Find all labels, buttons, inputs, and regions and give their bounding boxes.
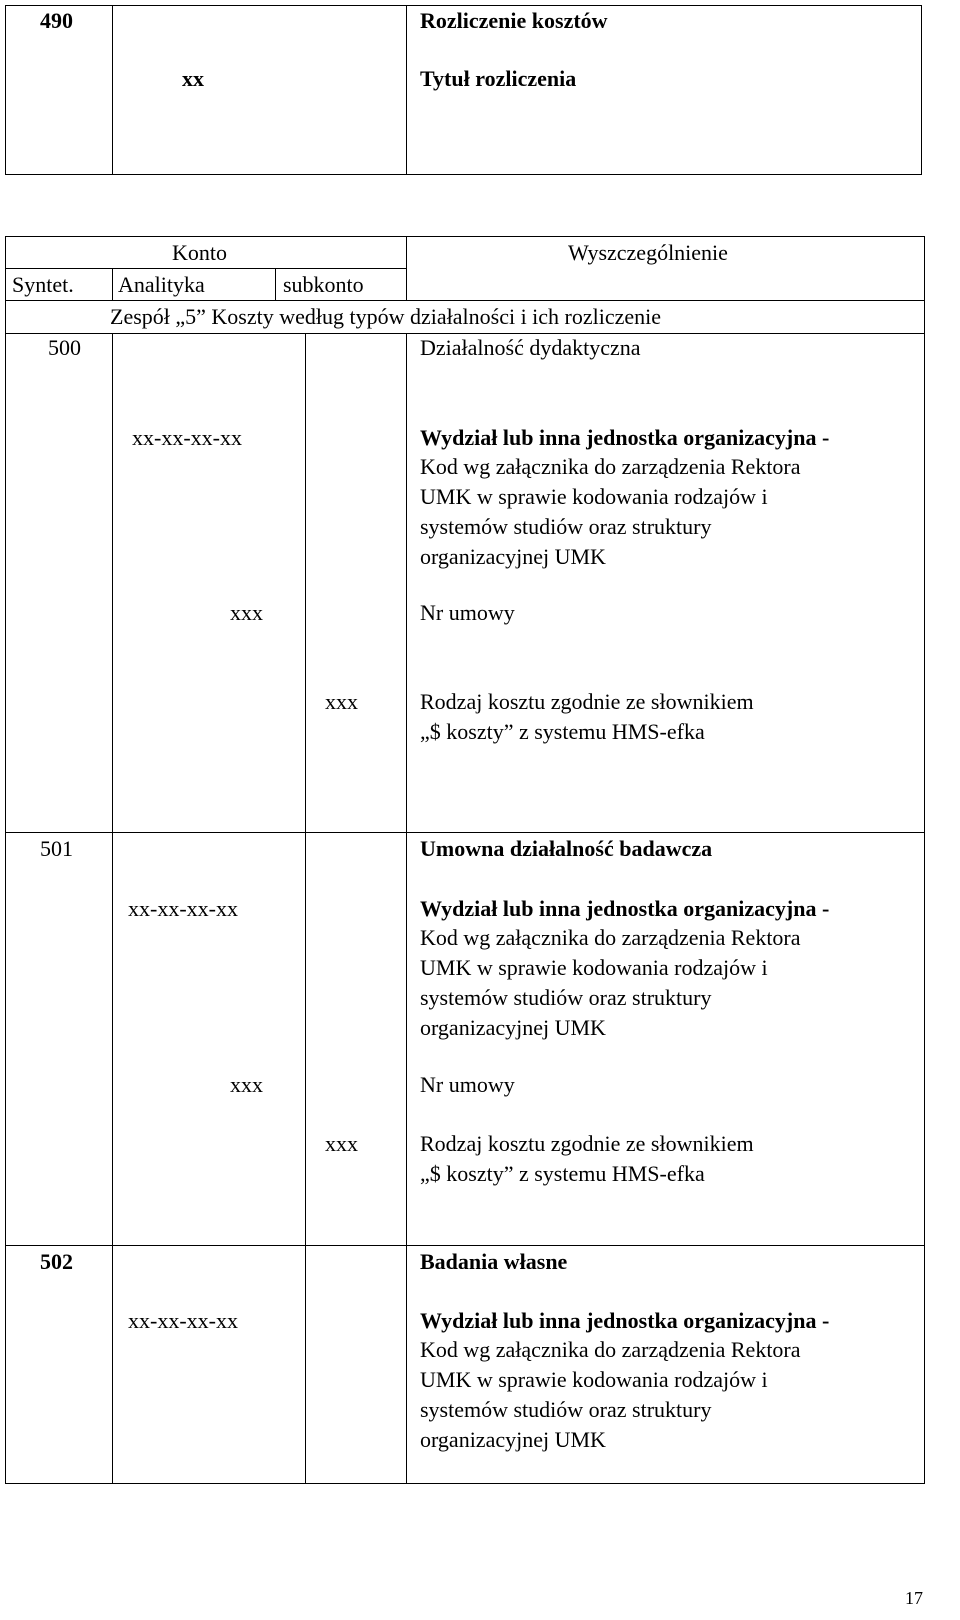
column-divider-2 — [305, 333, 306, 1484]
section-502-unit-desc: Kod wg załącznika do zarządzenia Rektora UMK w sprawie kodowania rodzajów i systemów studiów oraz struktury organizacyjnej UMK — [420, 1337, 801, 1452]
section-500-contract-code: xxx — [230, 600, 263, 625]
header-subkonto: subkonto — [283, 272, 364, 297]
section-500-account: 500 — [48, 335, 81, 360]
header-wyszczegolnienie: Wyszczególnienie — [568, 240, 728, 265]
section-501-unit-desc: Kod wg załącznika do zarządzenia Rektora UMK w sprawie kodowania rodzajów i systemów studiów oraz struktury organizacyjnej UMK — [420, 925, 801, 1040]
section-separator-501 — [5, 832, 925, 833]
header-rule-top — [5, 300, 925, 301]
section-501-account: 501 — [40, 836, 73, 861]
header-analityka: Analityka — [118, 272, 205, 297]
section-502-analytics-code: xx-xx-xx-xx — [128, 1308, 238, 1333]
section-500-analytics-code: xx-xx-xx-xx — [132, 425, 242, 450]
page-number: 17 — [905, 1588, 923, 1608]
header-konto: Konto — [172, 240, 227, 265]
section-separator-502 — [5, 1245, 925, 1246]
section-500-cost-code: xxx — [325, 689, 358, 714]
section-501-contract-code: xxx — [230, 1072, 263, 1097]
column-divider-1 — [112, 333, 113, 1484]
section-500-contract-label: Nr umowy — [420, 600, 515, 625]
header-zespol: Zespół „5” Koszty według typów działalności i ich rozliczenie — [110, 304, 662, 329]
header-divider-konto — [406, 236, 407, 300]
section-502-title: Badania własne — [420, 1249, 568, 1274]
top-account-number: 490 — [40, 8, 73, 33]
column-divider-3 — [406, 333, 407, 1484]
top-title: Rozliczenie kosztów — [420, 8, 608, 33]
section-500-cost-desc: Rodzaj kosztu zgodnie ze słownikiem „$ koszty” z systemu HMS-efka — [420, 689, 754, 744]
section-500-unit-title: Wydział lub inna jednostka organizacyjna - — [420, 425, 830, 450]
section-501-title: Umowna działalność badawcza — [420, 836, 713, 861]
section-502-account: 502 — [40, 1249, 73, 1274]
header-rule-konto — [5, 268, 406, 269]
top-table-divider-1 — [112, 5, 113, 175]
top-table-divider-2 — [406, 5, 407, 175]
top-analytics-code: xx — [182, 66, 204, 91]
section-500-unit-desc: Kod wg załącznika do zarządzenia Rektora UMK w sprawie kodowania rodzajów i systemów studiów oraz struktury organizacyjnej UMK — [420, 454, 801, 569]
section-500-title: Działalność dydaktyczna — [420, 335, 641, 360]
section-501-contract-label: Nr umowy — [420, 1072, 515, 1097]
header-divider-analityka — [275, 268, 276, 300]
header-syntet: Syntet. — [12, 272, 74, 297]
header-divider-syntet — [112, 268, 113, 300]
section-501-unit-title: Wydział lub inna jednostka organizacyjna - — [420, 896, 830, 921]
section-501-analytics-code: xx-xx-xx-xx — [128, 896, 238, 921]
section-502-unit-title: Wydział lub inna jednostka organizacyjna - — [420, 1308, 830, 1333]
top-subtitle: Tytuł rozliczenia — [420, 66, 577, 91]
section-501-cost-code: xxx — [325, 1131, 358, 1156]
section-501-cost-desc: Rodzaj kosztu zgodnie ze słownikiem „$ koszty” z systemu HMS-efka — [420, 1131, 754, 1186]
